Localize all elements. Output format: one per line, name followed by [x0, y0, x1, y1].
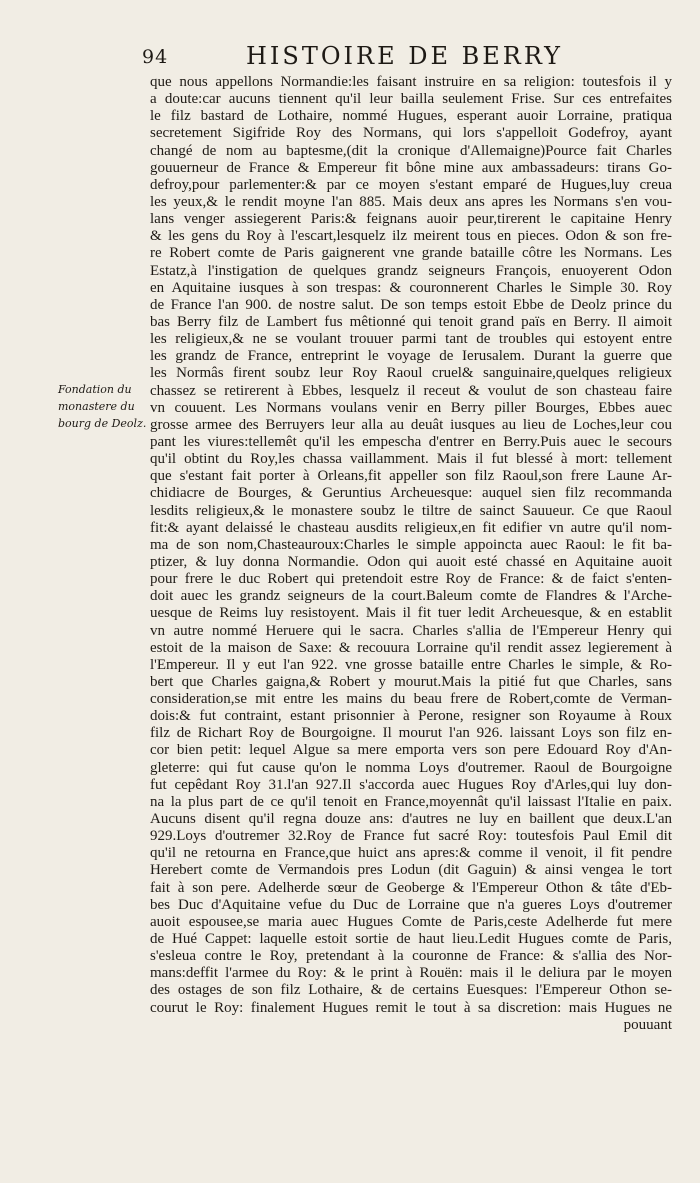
text-line: bas Berry filz de Lambert fus mêtionné qui tenoit grand païs en Berry. Il aimoit [150, 313, 672, 330]
text-line: doit auec les grandz seigneurs de la court.Baleum comte de Flandres & l'Arche- [150, 588, 672, 605]
text-line: na la plus part de ce qu'il tenoit en France,moyennât qu'il laissast l'Italie en paix. [150, 793, 672, 810]
text-line: lans venger assiegerent Paris:& feignans auoir peur,tirerent le capitaine Henry [150, 211, 672, 228]
text-line: consideration,se mit entre les mains du beau frere de Robert,comte de Verman- [150, 691, 672, 708]
text-line: courut le Roy: finalement Hugues remit le tout à sa discretion: mais Hugues ne [150, 999, 672, 1016]
text-line: defroy,pour parlementer:& par ce moyen s'estant emparé de Hugues,luy creua [150, 176, 672, 193]
margin-note-line: Fondation du [58, 383, 132, 396]
text-line: ma de son nom,Chasteauroux:Charles le simple appoincta auec Raoul: le fit ba- [150, 536, 672, 553]
text-line: bes Duc d'Aquitaine vefue du Duc de Lorraine que n'a gueres Loys d'outremer [150, 896, 672, 913]
text-line: dois:& fut contraint, estant prisonnier à Perone, resigner son Royaume à Roux [150, 708, 672, 725]
body-text [150, 74, 672, 1034]
margin-note-line: monastere du [58, 400, 135, 413]
margin-note-line: bourg de Deolz. [58, 417, 147, 430]
text-line: ptizer, & luy donna Normandie. Odon qui auoit esté chassé en Aquitaine auoit [150, 553, 672, 570]
page-header [0, 40, 700, 70]
text-line: l'Empereur. Il y eut l'an 922. vne grosse bataille entre Charles le simple, & Ro- [150, 656, 672, 673]
text-line: les grandz de France, entreprint le voyage de Ierusalem. Durant la guerre que [150, 348, 672, 365]
running-title: HISTOIRE DE BERRY [246, 42, 564, 70]
text-line: mans:deffit l'armee du Roy: & le print à Rouën: mais il le deliura par le moyen [150, 965, 672, 982]
text-line: qu'il obtint du Roy,les chassa vaillamment. Mais il fut blessé à mort: tellement [150, 451, 672, 468]
text-line: lesdits religieux,& le monastere soubz le tiltre de sainct Sauueur. Ce que Raoul [150, 502, 672, 519]
text-line: Herebert comte de Vermandois pres Lodun (dit Gaguin) & ainsi vengea le tort [150, 862, 672, 879]
text-line: les religieux,& ne se voulant trouuer parmi tant de troubles qui estoyent entre [150, 331, 672, 348]
text-line: re Robert comte de Paris gaignerent vne grande bataille côtre les Normans. Les [150, 245, 672, 262]
text-line: & les gens du Roy à l'escart,lesquelz ilz meirent tous en pieces. Odon & son fre- [150, 228, 672, 245]
text-line: Aucuns disent qu'il regna douze ans: d'autres ne luy en baillent que deux.L'an [150, 811, 672, 828]
text-line: pouuant [623, 1016, 672, 1033]
text-line: de Hué Cappet: laquelle estoit sortie de haut lieu.Ledit Hugues comte de Paris, [150, 931, 672, 948]
text-line: pour frere le duc Robert qui pretendoit estre Roy de France: & de faict s'enten- [150, 571, 672, 588]
text-line: filz de Richart Roy de Bourgoigne. Il mourut l'an 926. laissant Loys son filz en- [150, 725, 672, 742]
text-line: pant les viures:tellemêt qu'il les empescha d'entrer en Berry.Puis auec le secours [150, 433, 672, 450]
text-line: vn couuent. Les Normans voulans venir en Berry piller Bourges, Ebbes auec [150, 399, 672, 416]
text-line: uesque de Reims luy resistoyent. Mais il fit tuer ledit Archeuesque, & en establit [150, 605, 672, 622]
text-line: a doute:car aucuns tiennent qu'il leur bailla seulement Frise. Sur ces entrefaites [150, 91, 672, 108]
text-line: que s'estant fait porter à Orleans,fit appeller son filz Raoul,son frere Laune Ar- [150, 468, 672, 485]
text-line: que nous appellons Normandie:les faisant instruire en sa religion: toutesfois il y [150, 74, 672, 90]
text-line: en Aquitaine iusques à son trespas: & couronnerent Charles le Simple 30. Roy [150, 279, 672, 296]
text-line: changé de nom au baptesme,(dit la cronique d'Allemaigne)Pource fait Charles [150, 142, 672, 159]
text-line: auoit espousee,se maria auec Hugues Comte de Paris,ceste Adelherde fut mere [150, 913, 672, 930]
text-line: bert que Charles gaigna,& Robert y mourut.Mais la pitié fut que Charles, sans [150, 673, 672, 690]
text-line: estoit de la maison de Saxe: & recouura Lorraine qu'il rendit assez legierement à [150, 639, 672, 656]
text-line: qu'il ne retourna en France,que huict ans apres:& comme il venoit, il fit pendre [150, 845, 672, 862]
text-line: fit:& ayant delaissé le chasteau ausdits religieux,en fit edifier vn autre qu'il nom- [150, 519, 672, 536]
text-line: des ostages de son filz Lothaire, & de certains Euesques: l'Empereur Othon se- [150, 982, 672, 999]
text-line: Estatz,à l'instigation de quelques grandz seigneurs François, enuoyerent Odon [150, 262, 672, 279]
text-line: gouuerneur de France & Empereur fit bône mine aux ambassadeurs: tirans Go- [150, 159, 672, 176]
text-line: gleterre: qui fut cause qu'on le nomma Loys d'outremer. Raoul de Bourgoigne [150, 759, 672, 776]
text-line: 929.Loys d'outremer 32.Roy de France fut sacré Roy: toutesfois Paul Emil dit [150, 828, 672, 845]
text-line: grosse armee des Berruyers leur alla au deuât iusques au lieu de Loches,leur cou [150, 416, 672, 433]
text-line: chidiacre de Bourges, & Geruntius Archeuesque: auquel sien filz recommanda [150, 485, 672, 502]
text-line: les yeux,& le rendit moyne l'an 885. Mais deux ans apres les Normans s'en vou- [150, 193, 672, 210]
text-line: les Normâs firent soubz leur Roy Raoul cruel& sanguinaire,quelques religieux [150, 365, 672, 382]
text-line: secretement Sigifride Roy des Normans, qui lors s'appelloit Godefroy, ayant [150, 125, 672, 142]
text-line: de France l'an 900. de nostre salut. De son temps estoit Ebbe de Deolz prince du [150, 296, 672, 313]
text-line: fait à son pere. Adelherde sœur de Geoberge & l'Empereur Othon & tâte d'Eb- [150, 879, 672, 896]
page-number: 94 [142, 46, 169, 68]
margin-note [58, 381, 150, 432]
text-line: chassez se retirerent à Ebbes, lesquelz il receut & voulut de son chasteau faire [150, 382, 672, 399]
text-line: vn autre nommé Heruere qui le sacra. Charles s'allia de l'Empereur Henry qui [150, 622, 672, 639]
text-line: s'esleua contre le Roy, pretendant à la couronne de France: & s'allia des Nor- [150, 948, 672, 965]
text-line: cor bien petit: lequel Algue sa mere emporta vers son pere Edouard Roy d'An- [150, 742, 672, 759]
text-line: fut cepêdant Roy 31.l'an 927.Il s'accorda auec Hugues Roy d'Arles,qui luy don- [150, 776, 672, 793]
text-line: le filz bastard de Lothaire, nommé Hugues, esperant auoir Lorraine, pratiqua [150, 108, 672, 125]
